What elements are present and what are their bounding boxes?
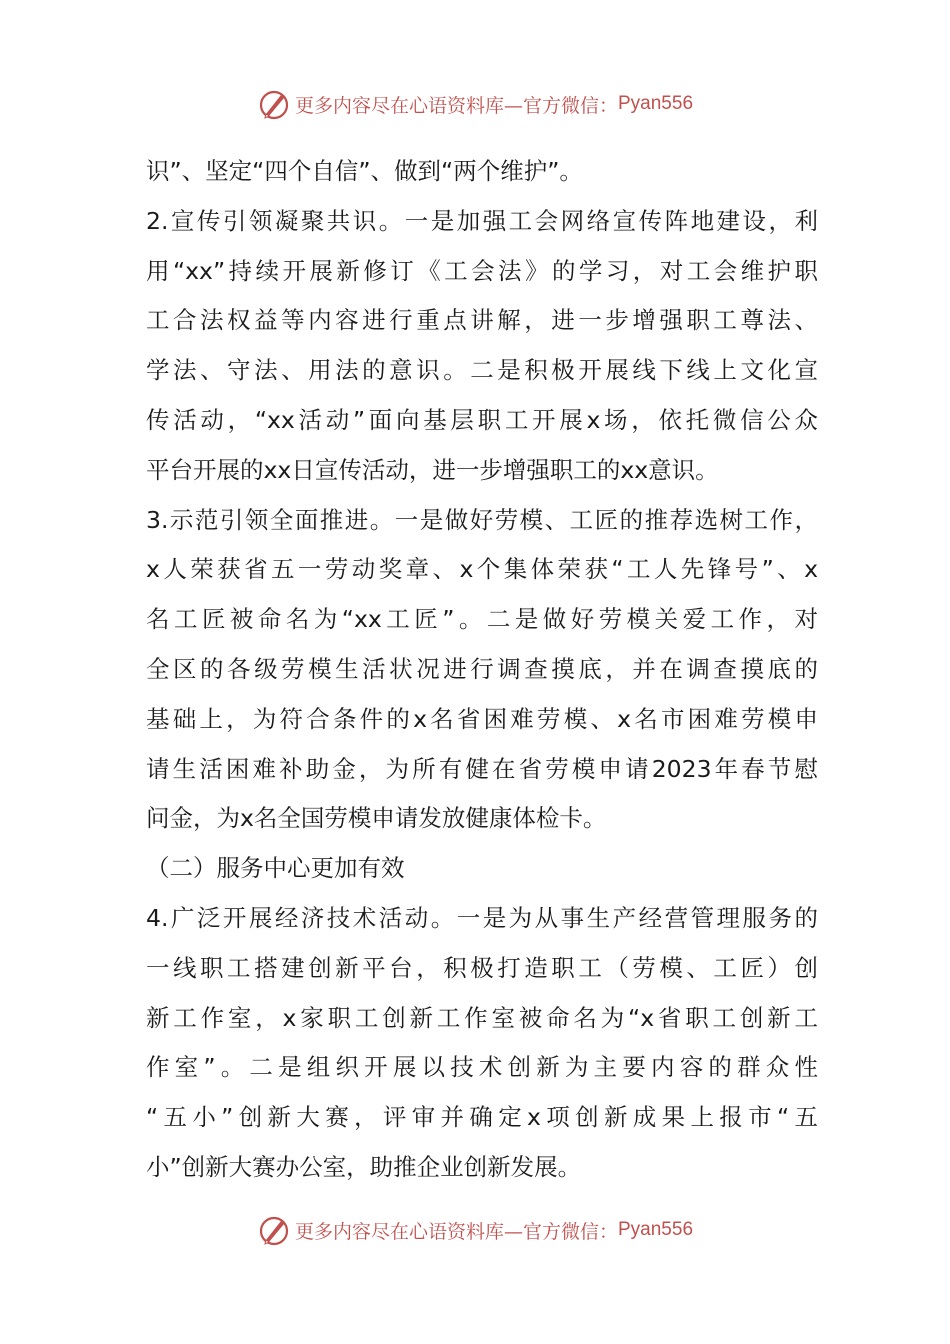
text-line: 一线职工搭建创新平台，积极打造职工（劳模、工匠）创 (146, 953, 818, 982)
text-line: 基础上，为符合条件的x名省困难劳模、x名市困难劳模申 (146, 704, 818, 733)
text-line: 问金，为x名全国劳模申请发放健康体检卡。 (146, 804, 607, 833)
pen-circle-logo-icon (257, 87, 291, 121)
text-line: 3.示范引领全面推进。一是做好劳模、工匠的推荐选树工作， (146, 505, 818, 534)
text-line: 请生活困难补助金，为所有健在省劳模申请2023年春节慰 (146, 754, 818, 783)
text-line: “五小”创新大赛，评审并确定x项创新成果上报市“五 (146, 1103, 818, 1132)
text-line: 4.广泛开展经济技术活动。一是为从事生产经营管理服务的 (146, 903, 818, 932)
text-line: 名工匠被命名为“xx工匠”。二是做好劳模关爱工作，对 (146, 605, 818, 634)
watermark-wechat-id: Pyan556 (618, 1219, 694, 1240)
text-line: 新工作室，x家职工创新工作室被命名为“x省职工创新工 (146, 1003, 818, 1032)
text-line: 学法、守法、用法的意识。二是积极开展线下线上文化宣 (146, 356, 818, 385)
text-line: 用“xx”持续开展新修订《工会法》的学习，对工会维护职 (146, 256, 818, 285)
document-body (146, 147, 818, 1193)
watermark-wechat-id: Pyan556 (618, 93, 694, 114)
pen-circle-logo-icon (257, 1213, 291, 1247)
watermark-text: 更多内容尽在心语资料库—官方微信： (294, 1220, 618, 1243)
watermark-text: 更多内容尽在心语资料库—官方微信： (294, 94, 618, 117)
text-line: 传活动，“xx活动”面向基层职工开展x场，依托微信公众 (146, 405, 818, 434)
text-line: 平台开展的xx日宣传活动，进一步增强职工的xx意识。 (146, 455, 719, 484)
text-line: （二）服务中心更加有效 (146, 854, 405, 883)
text-line: 工合法权益等内容进行重点讲解，进一步增强职工尊法、 (146, 306, 818, 335)
text-line: 作室”。二是组织开展以技术创新为主要内容的群众性 (146, 1053, 818, 1082)
text-line: 识”、坚定“四个自信”、做到“两个维护”。 (146, 157, 583, 185)
text-line: x人荣获省五一劳动奖章、x个集体荣获“工人先锋号”、x (146, 555, 818, 584)
text-line: 小”创新大赛办公室，助推企业创新发展。 (146, 1152, 582, 1181)
text-line: 2.宣传引领凝聚共识。一是加强工会网络宣传阵地建设，利 (146, 206, 818, 235)
header-watermark (0, 82, 950, 126)
text-line: 全区的各级劳模生活状况进行调查摸底，并在调查摸底的 (146, 654, 818, 683)
footer-watermark (0, 1208, 950, 1252)
